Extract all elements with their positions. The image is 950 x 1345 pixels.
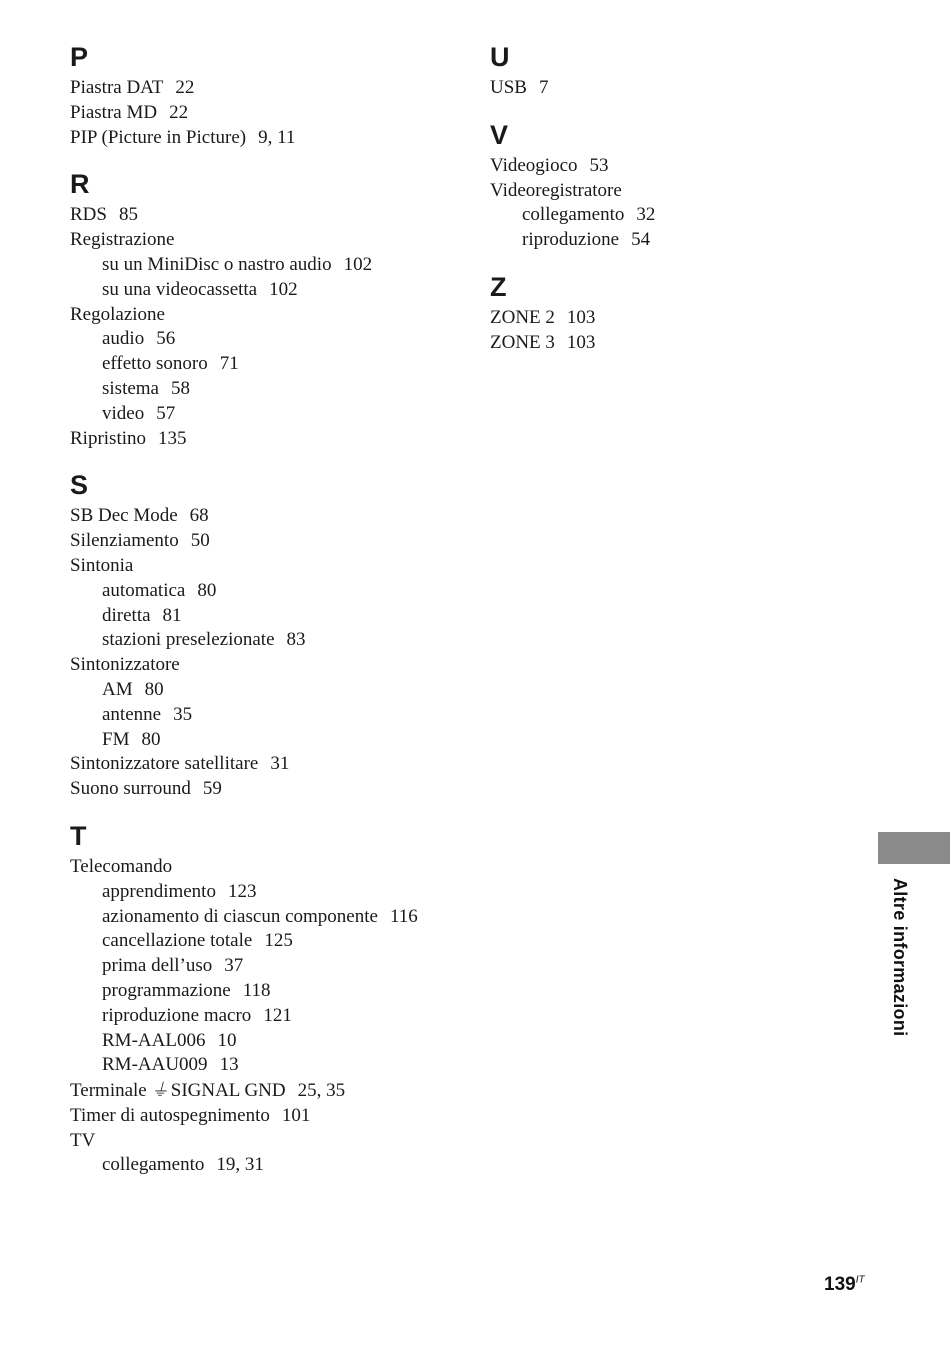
index-subentry — [70, 352, 470, 377]
entry-page-ref: 103 — [566, 306, 596, 328]
entry-term: riproduzione — [522, 229, 620, 251]
entry-term: Videogioco — [490, 154, 578, 176]
entry-term: USB — [490, 77, 527, 98]
entry-term: riproduzione macro — [102, 1004, 252, 1026]
index-subentry — [70, 402, 470, 427]
index-column-left — [70, 40, 470, 1195]
ground-symbol-icon: ⏚ — [150, 1080, 169, 1101]
entry-term: video — [102, 402, 145, 424]
index-subentry — [70, 880, 470, 905]
entry-page-ref: 19, 31 — [216, 1154, 264, 1176]
entry-term: FM — [102, 728, 130, 750]
entry-term: collegamento — [522, 204, 625, 226]
entry-page-ref: 102 — [269, 278, 298, 300]
index-subentry — [70, 929, 470, 954]
index-subentry — [70, 1029, 470, 1054]
entry-page-ref: 50 — [190, 530, 210, 552]
index-entry — [70, 76, 470, 101]
index-subentry — [70, 604, 470, 629]
index-entry — [70, 228, 470, 253]
entry-page-ref: 71 — [219, 353, 239, 375]
index-subentry — [70, 377, 470, 402]
index-subentry — [70, 579, 470, 604]
index-entry — [70, 1078, 470, 1104]
entry-term: stazioni preselezionate — [102, 629, 275, 651]
entry-term: su una videocassetta — [102, 278, 258, 300]
entry-page-ref: 80 — [141, 728, 161, 750]
entry-page-ref: 10 — [217, 1029, 237, 1051]
entry-term: audio — [102, 328, 145, 350]
index-entry — [70, 1104, 470, 1129]
index-entry — [70, 777, 470, 802]
entry-term: Piastra MD — [70, 101, 158, 123]
entry-page-ref: 37 — [224, 955, 244, 977]
index-subentry — [490, 228, 830, 253]
section-letter: R — [70, 169, 90, 200]
entry-term-suffix: SIGNAL GND — [170, 1080, 286, 1102]
entry-term: Sintonizzatore satellitare — [70, 753, 259, 775]
index-subentry — [70, 327, 470, 352]
page-number-value: 139 — [824, 1274, 856, 1295]
entry-page-ref: 116 — [389, 905, 418, 927]
entry-page-ref: 57 — [156, 402, 176, 424]
entry-page-ref: 121 — [263, 1004, 292, 1026]
section-tab-label: Altre informazioni — [890, 878, 910, 1037]
index-entry — [70, 752, 470, 777]
index-entry — [70, 504, 470, 529]
index-subentry — [70, 1053, 470, 1078]
entry-term: sistema — [102, 377, 159, 399]
page-number-suffix: IT — [855, 1274, 865, 1286]
index-subentry — [490, 203, 830, 228]
entry-term: programmazione — [102, 979, 231, 1001]
entry-page-ref: 80 — [144, 678, 164, 700]
entry-term: Terminale — [70, 1080, 147, 1102]
entry-term: su un MiniDisc o nastro audio — [102, 253, 332, 275]
entry-page-ref: 81 — [162, 604, 182, 626]
entry-page-ref: 103 — [566, 331, 596, 353]
entry-page-ref: 22 — [169, 101, 189, 123]
section-letter: S — [70, 470, 89, 501]
index-subentry — [70, 253, 470, 278]
index-section-t — [70, 819, 470, 1178]
entry-term: Regolazione — [70, 303, 165, 325]
entry-term: AM — [102, 678, 133, 700]
entry-page-ref: 22 — [175, 77, 195, 98]
entry-term: antenne — [102, 703, 162, 725]
entry-page-ref: 35 — [173, 703, 193, 725]
index-entry — [70, 529, 470, 554]
index-entry — [70, 855, 470, 880]
entry-term: automatica — [102, 579, 186, 601]
index-subentry — [70, 1004, 470, 1029]
section-letter: P — [70, 42, 89, 72]
index-entry — [490, 331, 830, 356]
index-entry — [490, 76, 830, 101]
entry-term: Silenziamento — [70, 530, 179, 552]
index-entry — [490, 154, 830, 179]
entry-page-ref: 53 — [589, 154, 609, 176]
entry-page-ref: 123 — [227, 880, 257, 902]
entry-term: ZONE 3 — [490, 331, 555, 353]
entry-page-ref: 7 — [538, 77, 549, 98]
entry-term: Telecomando — [70, 855, 173, 877]
entry-term: Sintonizzatore — [70, 654, 180, 676]
entry-term: diretta — [102, 604, 151, 626]
entry-page-ref: 102 — [343, 253, 373, 275]
entry-page-ref: 59 — [202, 778, 222, 800]
section-letter: U — [490, 42, 510, 72]
section-tab-marker — [878, 832, 950, 864]
index-section-u — [490, 40, 830, 101]
entry-page-ref: 56 — [156, 328, 176, 350]
entry-term: SB Dec Mode — [70, 505, 178, 527]
entry-term: RDS — [70, 204, 107, 226]
section-letter: Z — [490, 271, 507, 302]
entry-page-ref: 125 — [264, 930, 293, 952]
page-number — [824, 1274, 865, 1296]
entry-term: TV — [70, 1129, 96, 1151]
index-entry — [490, 306, 830, 331]
entry-term: ZONE 2 — [490, 306, 555, 328]
entry-term: Registrazione — [70, 229, 175, 251]
index-subentry — [70, 979, 470, 1004]
index-entry — [70, 101, 470, 126]
entry-term: PIP (Picture in Picture) — [70, 126, 247, 148]
index-column-right — [490, 40, 830, 373]
entry-page-ref: 135 — [158, 427, 187, 449]
entry-page-ref: 101 — [281, 1104, 311, 1126]
index-subentry — [70, 905, 470, 930]
index-subentry — [70, 1153, 470, 1178]
entry-page-ref: 31 — [270, 753, 290, 775]
entry-term: Suono surround — [70, 778, 191, 800]
index-entry — [70, 126, 470, 151]
entry-term: effetto sonoro — [102, 353, 208, 375]
entry-page-ref: 25, 35 — [297, 1080, 346, 1102]
index-entry — [70, 554, 470, 579]
index-subentry — [70, 703, 470, 728]
entry-page-ref: 13 — [219, 1054, 239, 1076]
index-subentry — [70, 678, 470, 703]
index-section-z — [490, 270, 830, 356]
index-section-s — [70, 468, 470, 802]
entry-page-ref: 68 — [189, 505, 209, 527]
section-letter: V — [490, 119, 509, 150]
index-subentry — [70, 628, 470, 653]
index-entry — [70, 1129, 470, 1154]
entry-page-ref: 58 — [171, 377, 190, 399]
entry-term: Ripristino — [70, 427, 147, 449]
index-entry — [490, 179, 830, 204]
entry-page-ref: 9, 11 — [258, 126, 296, 148]
entry-term: Videoregistratore — [490, 179, 622, 201]
entry-term: collegamento — [102, 1154, 205, 1176]
index-subentry — [70, 278, 470, 303]
entry-term: cancellazione totale — [102, 930, 253, 952]
entry-term: prima dell’uso — [102, 955, 213, 977]
entry-page-ref: 80 — [197, 579, 217, 601]
entry-page-ref: 118 — [242, 979, 271, 1001]
index-section-v — [490, 118, 830, 253]
index-entry — [70, 653, 470, 678]
entry-page-ref: 32 — [636, 204, 656, 226]
entry-term: RM-AAL006 — [102, 1029, 206, 1051]
index-entry — [70, 303, 470, 328]
entry-term: azionamento di ciascun componente — [102, 905, 378, 927]
index-section-r — [70, 167, 470, 451]
entry-page-ref: 54 — [631, 229, 651, 251]
index-entry — [70, 203, 470, 228]
index-subentry — [70, 954, 470, 979]
index-section-p — [70, 40, 470, 150]
entry-term: Timer di autospegnimento — [70, 1104, 270, 1126]
entry-page-ref: 85 — [118, 204, 138, 226]
section-letter: T — [70, 820, 87, 851]
index-subentry — [70, 728, 470, 753]
entry-page-ref: 83 — [286, 629, 306, 651]
entry-term: apprendimento — [102, 880, 216, 902]
entry-term: Piastra DAT — [70, 77, 164, 98]
entry-term: RM-AAU009 — [102, 1054, 208, 1076]
entry-term: Sintonia — [70, 554, 134, 576]
index-entry — [70, 427, 470, 452]
